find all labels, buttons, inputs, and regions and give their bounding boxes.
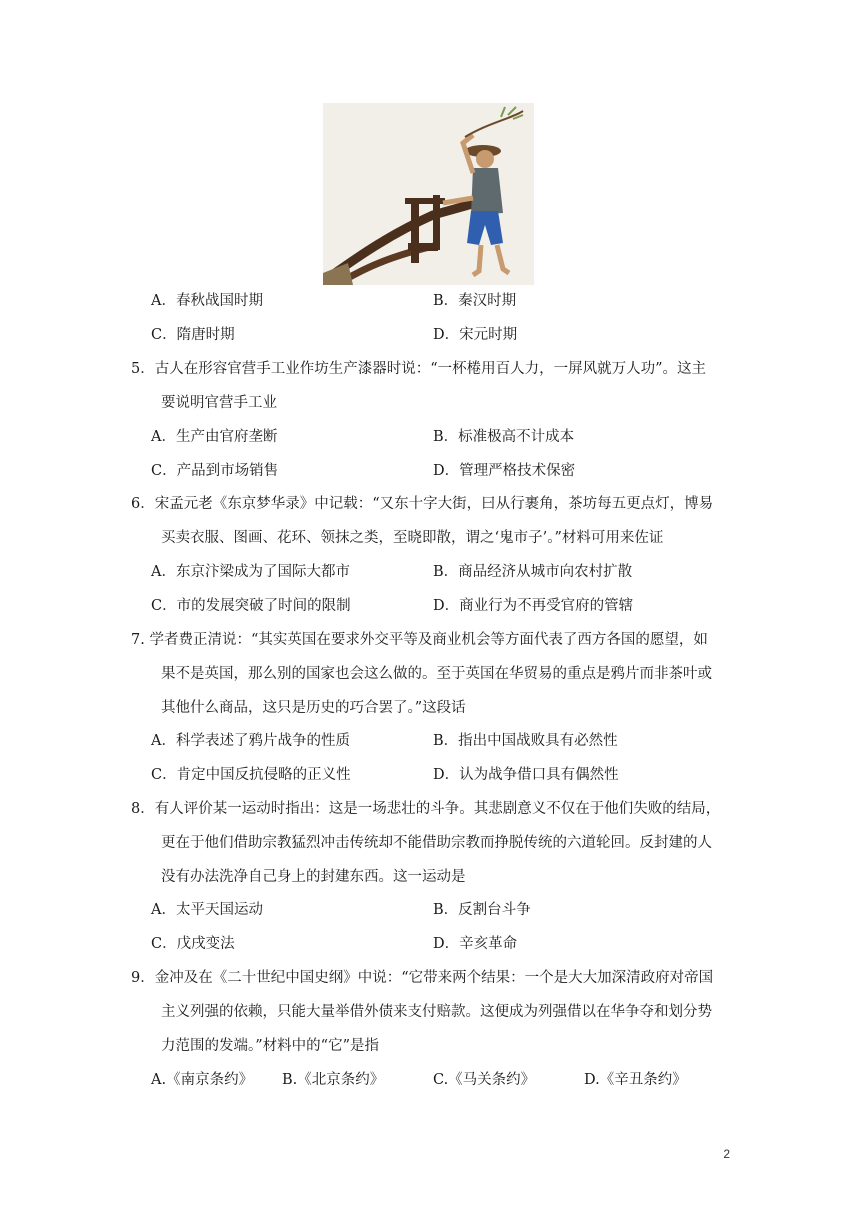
q9-stem-line-1: 9．金冲及在《二十世纪中国史纲》中说：“它带来两个结果：一个是大大加深清政府对帝国 (131, 970, 714, 986)
q9-stem-line-3: 力范围的发端。”材料中的“它”是指 (161, 1038, 379, 1054)
q7-option-c: C．肯定中国反抗侵略的正义性 (151, 767, 351, 783)
q8-option-c: C．戊戌变法 (151, 936, 235, 952)
q5-option-d: D．管理严格技术保密 (433, 463, 576, 479)
q4-option-d: D．宋元时期 (433, 327, 518, 343)
q7-option-b: B．指出中国战败具有必然性 (433, 733, 618, 749)
q6-option-d: D．商业行为不再受官府的管辖 (433, 598, 634, 614)
q7-option-d: D．认为战争借口具有偶然性 (433, 767, 619, 783)
q6-option-a: A．东京汴梁成为了国际大都市 (151, 564, 350, 580)
q9-option-a: A.《南京条约》 (151, 1072, 254, 1088)
q8-option-b: B．反割台斗争 (433, 902, 531, 918)
q5-option-a: A．生产由官府垄断 (151, 429, 278, 445)
q9-option-d: D.《辛丑条约》 (584, 1072, 687, 1088)
q5-option-b: B．标准极高不计成本 (433, 429, 575, 445)
q9-stem-line-2: 主义列强的依赖，只能大量举借外债来支付赔款。这便成为列强借以在华争夺和划分势 (161, 1004, 712, 1020)
q6-option-c: C．市的发展突破了时间的限制 (151, 598, 351, 614)
q4-option-a: A．春秋战国时期 (151, 293, 263, 309)
q4-option-c: C．隋唐时期 (151, 327, 235, 343)
q6-option-b: B．商品经济从城市向农村扩散 (433, 564, 633, 580)
q8-stem-line-3: 没有办法洗净自己身上的封建东西。这一运动是 (161, 869, 466, 885)
q8-stem-line-2: 更在于他们借助宗教猛烈冲击传统却不能借助宗教而挣脱传统的六道轮回。反封建的人 (161, 835, 712, 851)
q6-stem-line-2: 买卖衣服、图画、花环、领抹之类，至晓即散，谓之‘鬼市子’。”材料可用来佐证 (161, 530, 664, 546)
farmer-ploughing-illustration (323, 103, 534, 285)
q8-option-d: D．辛亥革命 (433, 936, 518, 952)
q7-stem-line-2: 果不是英国，那么别的国家也会这么做的。至于英国在华贸易的重点是鸦片而非茶叶或 (161, 666, 712, 682)
q6-stem-line-1: 6．宋孟元老《东京梦华录》中记载：“又东十字大街，曰从行裹角，茶坊每五更点灯，博易 (131, 496, 714, 512)
q5-option-c: C．产品到市场销售 (151, 463, 279, 479)
page-number: 2 (723, 1147, 730, 1161)
q7-stem-line-3: 其他什么商品，这只是历史的巧合罢了。”这段话 (161, 700, 466, 716)
q9-option-b: B.《北京条约》 (282, 1072, 385, 1088)
q5-stem-line-1: 5．古人在形容官营手工业作坊生产漆器时说：“一杯棬用百人力，一屏风就万人功”。这主 (131, 361, 707, 377)
q8-option-a: A．太平天国运动 (151, 902, 263, 918)
q7-option-a: A．科学表述了鸦片战争的性质 (151, 733, 350, 749)
q5-stem-line-2: 要说明官营手工业 (161, 395, 277, 411)
q4-option-b: B．秦汉时期 (433, 293, 517, 309)
farmer-ploughing-image (323, 103, 534, 285)
q8-stem-line-1: 8．有人评价某一运动时指出：这是一场悲壮的斗争。其悲剧意义不仅在于他们失败的结局， (131, 801, 721, 817)
q7-stem-line-1: 7. 学者费正清说：“其实英国在要求外交平等及商业机会等方面代表了西方各国的愿望，如 (131, 632, 708, 648)
q9-option-c: C.《马关条约》 (433, 1072, 536, 1088)
